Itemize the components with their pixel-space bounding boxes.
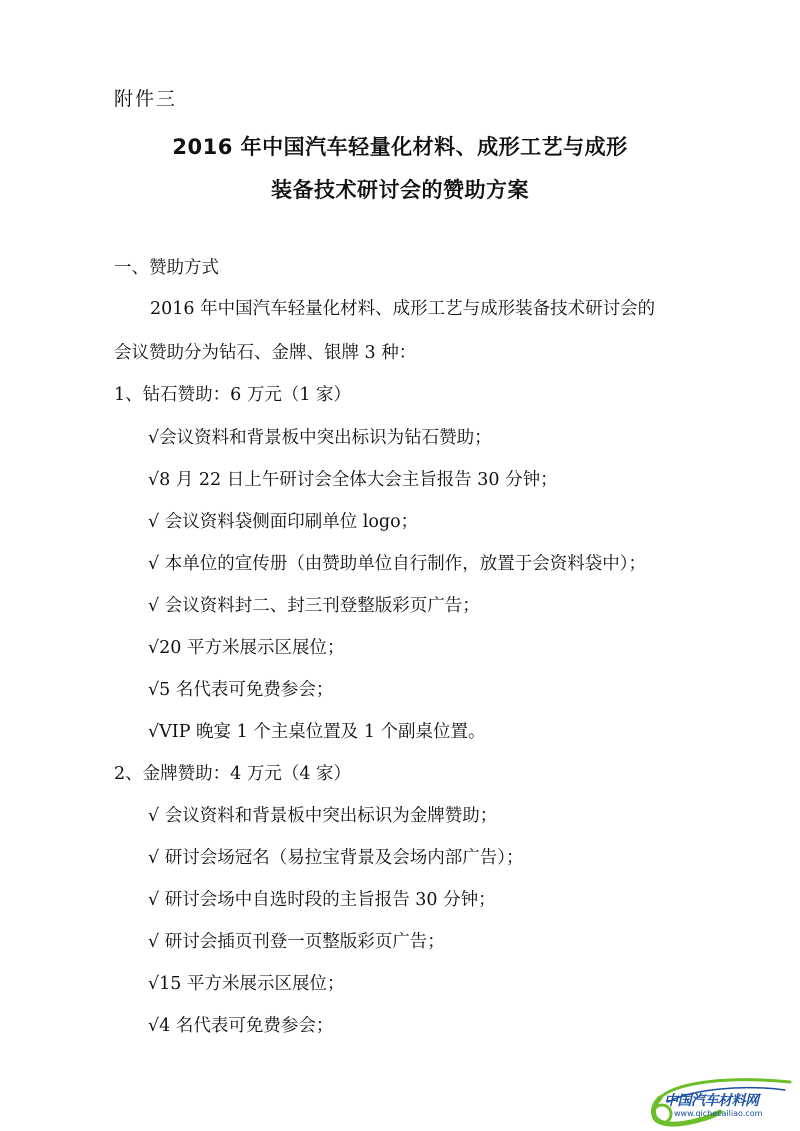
intro-paragraph-line1: 2016 年中国汽车轻量化材料、成形工艺与成形装备技术研讨会的 <box>150 299 656 319</box>
intro-paragraph-line2: 会议赞助分为钻石、金牌、银牌 3 种： <box>114 343 417 363</box>
watermark-url: www.qichecailiao.com <box>674 1109 763 1118</box>
list-item: √会议资料和背景板中突出标识为钻石赞助； <box>148 428 492 448</box>
section-heading: 一、赞助方式 <box>114 258 219 278</box>
diamond-sponsor-heading: 1、钻石赞助：6 万元（1 家） <box>114 385 352 405</box>
list-item: √15 平方米展示区展位； <box>148 974 345 994</box>
list-item: √ 本单位的宣传册（由赞助单位自行制作，放置于会资料袋中）； <box>148 554 646 574</box>
list-item: √ 研讨会插页刊登一页整版彩页广告； <box>148 932 445 952</box>
list-item: √4 名代表可免费参会； <box>148 1016 334 1036</box>
watermark-logo <box>640 1068 800 1131</box>
list-item: √8 月 22 日上午研讨会全体大会主旨报告 30 分钟； <box>148 470 558 490</box>
list-item: √ 研讨会场冠名（易拉宝背景及会场内部广告）； <box>148 848 524 868</box>
list-item: √VIP 晚宴 1 个主桌位置及 1 个副桌位置。 <box>148 722 486 742</box>
list-item: √ 会议资料和背景板中突出标识为金牌赞助； <box>148 806 498 826</box>
list-item: √5 名代表可免费参会； <box>148 680 334 700</box>
gold-sponsor-heading: 2、金牌赞助：4 万元（4 家） <box>114 764 352 784</box>
document-title-line2: 装备技术研讨会的赞助方案 <box>271 178 529 202</box>
document-title-line1: 2016 年中国汽车轻量化材料、成形工艺与成形 <box>172 135 628 159</box>
list-item: √ 会议资料袋侧面印刷单位 logo； <box>148 512 419 532</box>
list-item: √ 会议资料封二、封三刊登整版彩页广告； <box>148 596 480 616</box>
watermark-brand: 中国汽车材料网 <box>664 1093 759 1109</box>
annex-label: 附件三 <box>114 88 178 110</box>
list-item: √20 平方米展示区展位； <box>148 638 345 658</box>
list-item: √ 研讨会场中自选时段的主旨报告 30 分钟； <box>148 890 496 910</box>
